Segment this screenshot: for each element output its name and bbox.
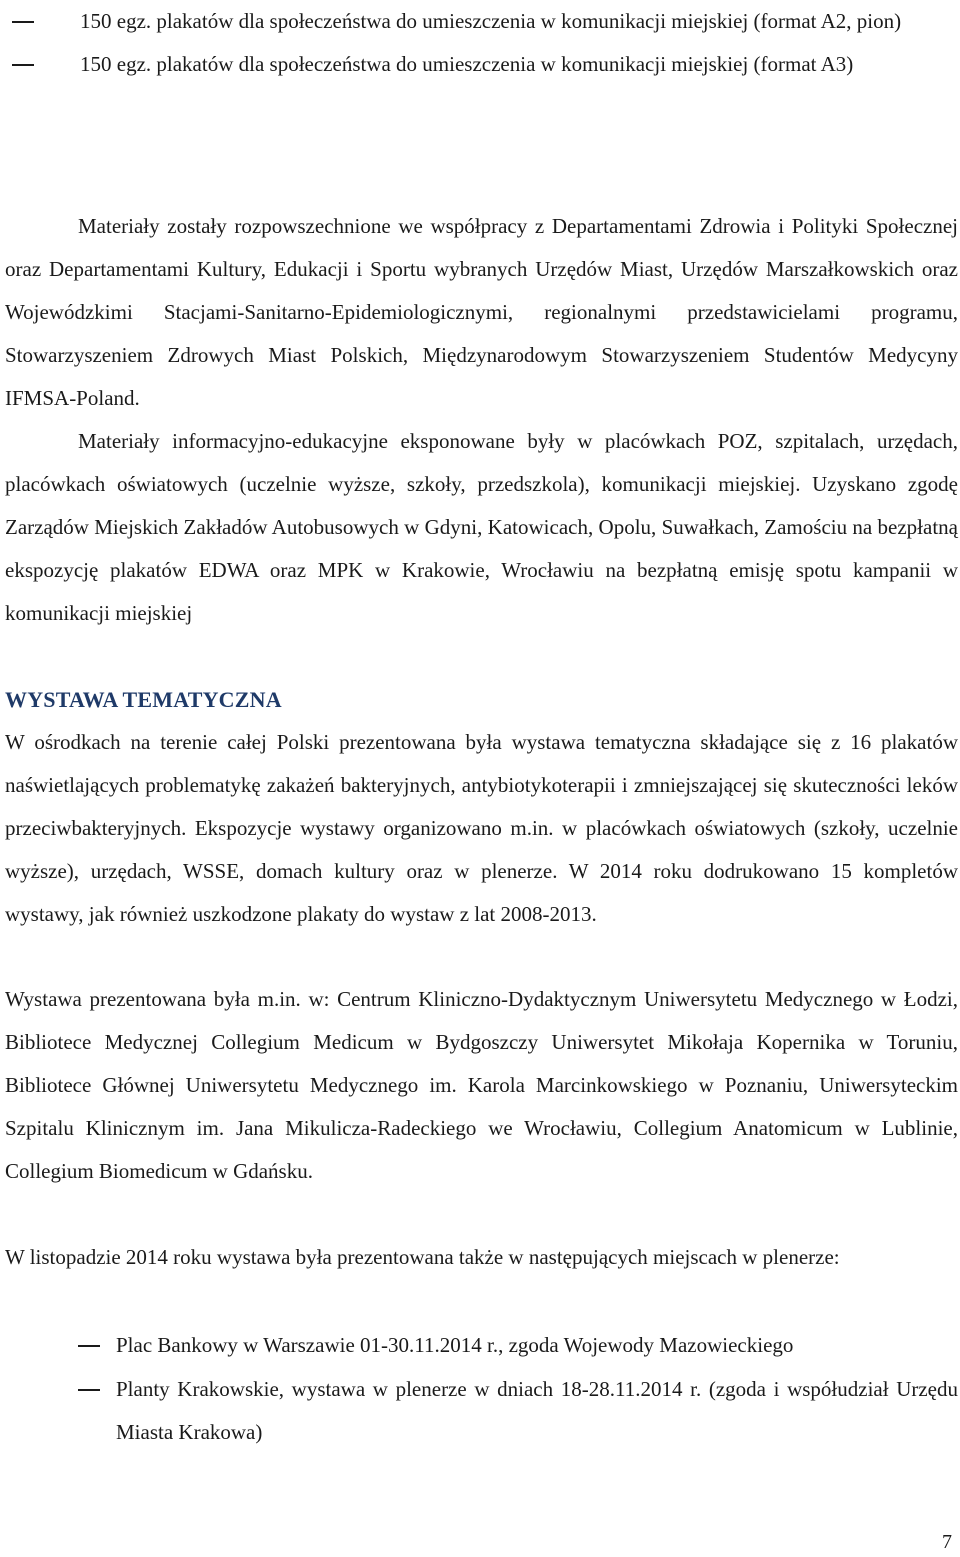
list-item [0, 43, 958, 86]
section-heading: WYSTAWA TEMATYCZNA [5, 687, 282, 712]
dash-bullet-icon [12, 21, 34, 23]
dash-bullet-icon [78, 1389, 100, 1391]
paragraph-outdoor-intro: W listopadzie 2014 roku wystawa była prezentowana także w następujących miejscach w plenerze: [5, 1245, 840, 1269]
paragraph-exhibition-description: W ośrodkach na terenie całej Polski prezentowana była wystawa tematyczna składające się z 16 plakatów naświetlających problematykę zakażeń bakteryjnych, antybiotykoterapii i zmniejszającej się skuteczności leków przeciwbakteryjnych. Ekspozycje wystawy organizowano m.in. w placówkach oświatowych (szkoły, uczelnie wyższe), urzędach, WSSE, domach kultury oraz w plenerze. W 2014 roku dodrukowano 15 kompletów wystawy, jak również uszkodzone plakaty do wystaw z lat 2008-2013. [5, 730, 958, 926]
list-item-text: 150 egz. plakatów dla społeczeństwa do umieszczenia w komunikacji miejskiej (format A3) [80, 52, 854, 76]
paragraph-exhibition-places: Materiały informacyjno-edukacyjne eksponowane były w placówkach POZ, szpitalach, urzędach, placówkach oświatowych (uczelnie wyższe, szkoły, przedszkola), komunikacji miejskiej. Uzyskano zgodę Zarządów Miejskich Zakładów Autobusowych w Gdyni, Katowicach, Opolu, Suwałkach, Zamościu na bezpłatną ekspozycję plakatów EDWA oraz MPK w Krakowie, Wrocławiu na bezpłatną emisję spotu kampanii w komunikacji miejskiej [5, 429, 958, 625]
dash-bullet-icon [12, 64, 34, 66]
list-item-text: 150 egz. plakatów dla społeczeństwa do umieszczenia w komunikacji miejskiej (format A2, pion) [80, 9, 902, 33]
poster-list [0, 0, 958, 86]
list-item [0, 1324, 958, 1367]
dash-bullet-icon [78, 1345, 100, 1347]
paragraph-distribution: Materiały zostały rozpowszechnione we współpracy z Departamentami Zdrowia i Polityki Społecznej oraz Departamentami Kultury, Edukacji i Sportu wybranych Urzędów Miast, Urzędów Marszałkowskich oraz Wojewódzkimi Stacjami-Sanitarno-Epidemiologicznymi, regionalnymi przedstawicielami programu, Stowarzyszeniem Zdrowych Miast Polskich, Międzynarodowym Stowarzyszeniem Studentów Medycyny IFMSA-Poland. [5, 214, 958, 410]
list-item-text: Plac Bankowy w Warszawie 01-30.11.2014 r., zgoda Wojewody Mazowieckiego [116, 1333, 794, 1357]
page-number: 7 [942, 1531, 952, 1553]
list-item-text: Planty Krakowskie, wystawa w plenerze w dniach 18-28.11.2014 r. (zgoda i współudział Urzędu Miasta Krakowa) [116, 1377, 958, 1444]
outdoor-list [0, 1324, 958, 1455]
paragraph-exhibition-venues: Wystawa prezentowana była m.in. w: Centrum Kliniczno-Dydaktycznym Uniwersytetu Medycznego w Łodzi, Bibliotece Medycznej Collegium Medicum w Bydgoszczy Uniwersytet Mikołaja Kopernika w Toruniu, Bibliotece Głównej Uniwersytetu Medycznego im. Karola Marcinkowskiego w Poznaniu, Uniwersyteckim Szpitalu Klinicznym im. Jana Mikulicza-Radeckiego we Wrocławiu, Collegium Anatomicum w Lublinie, Collegium Biomedicum w Gdańsku. [5, 987, 958, 1183]
list-item [0, 0, 958, 43]
list-item [0, 1368, 958, 1454]
